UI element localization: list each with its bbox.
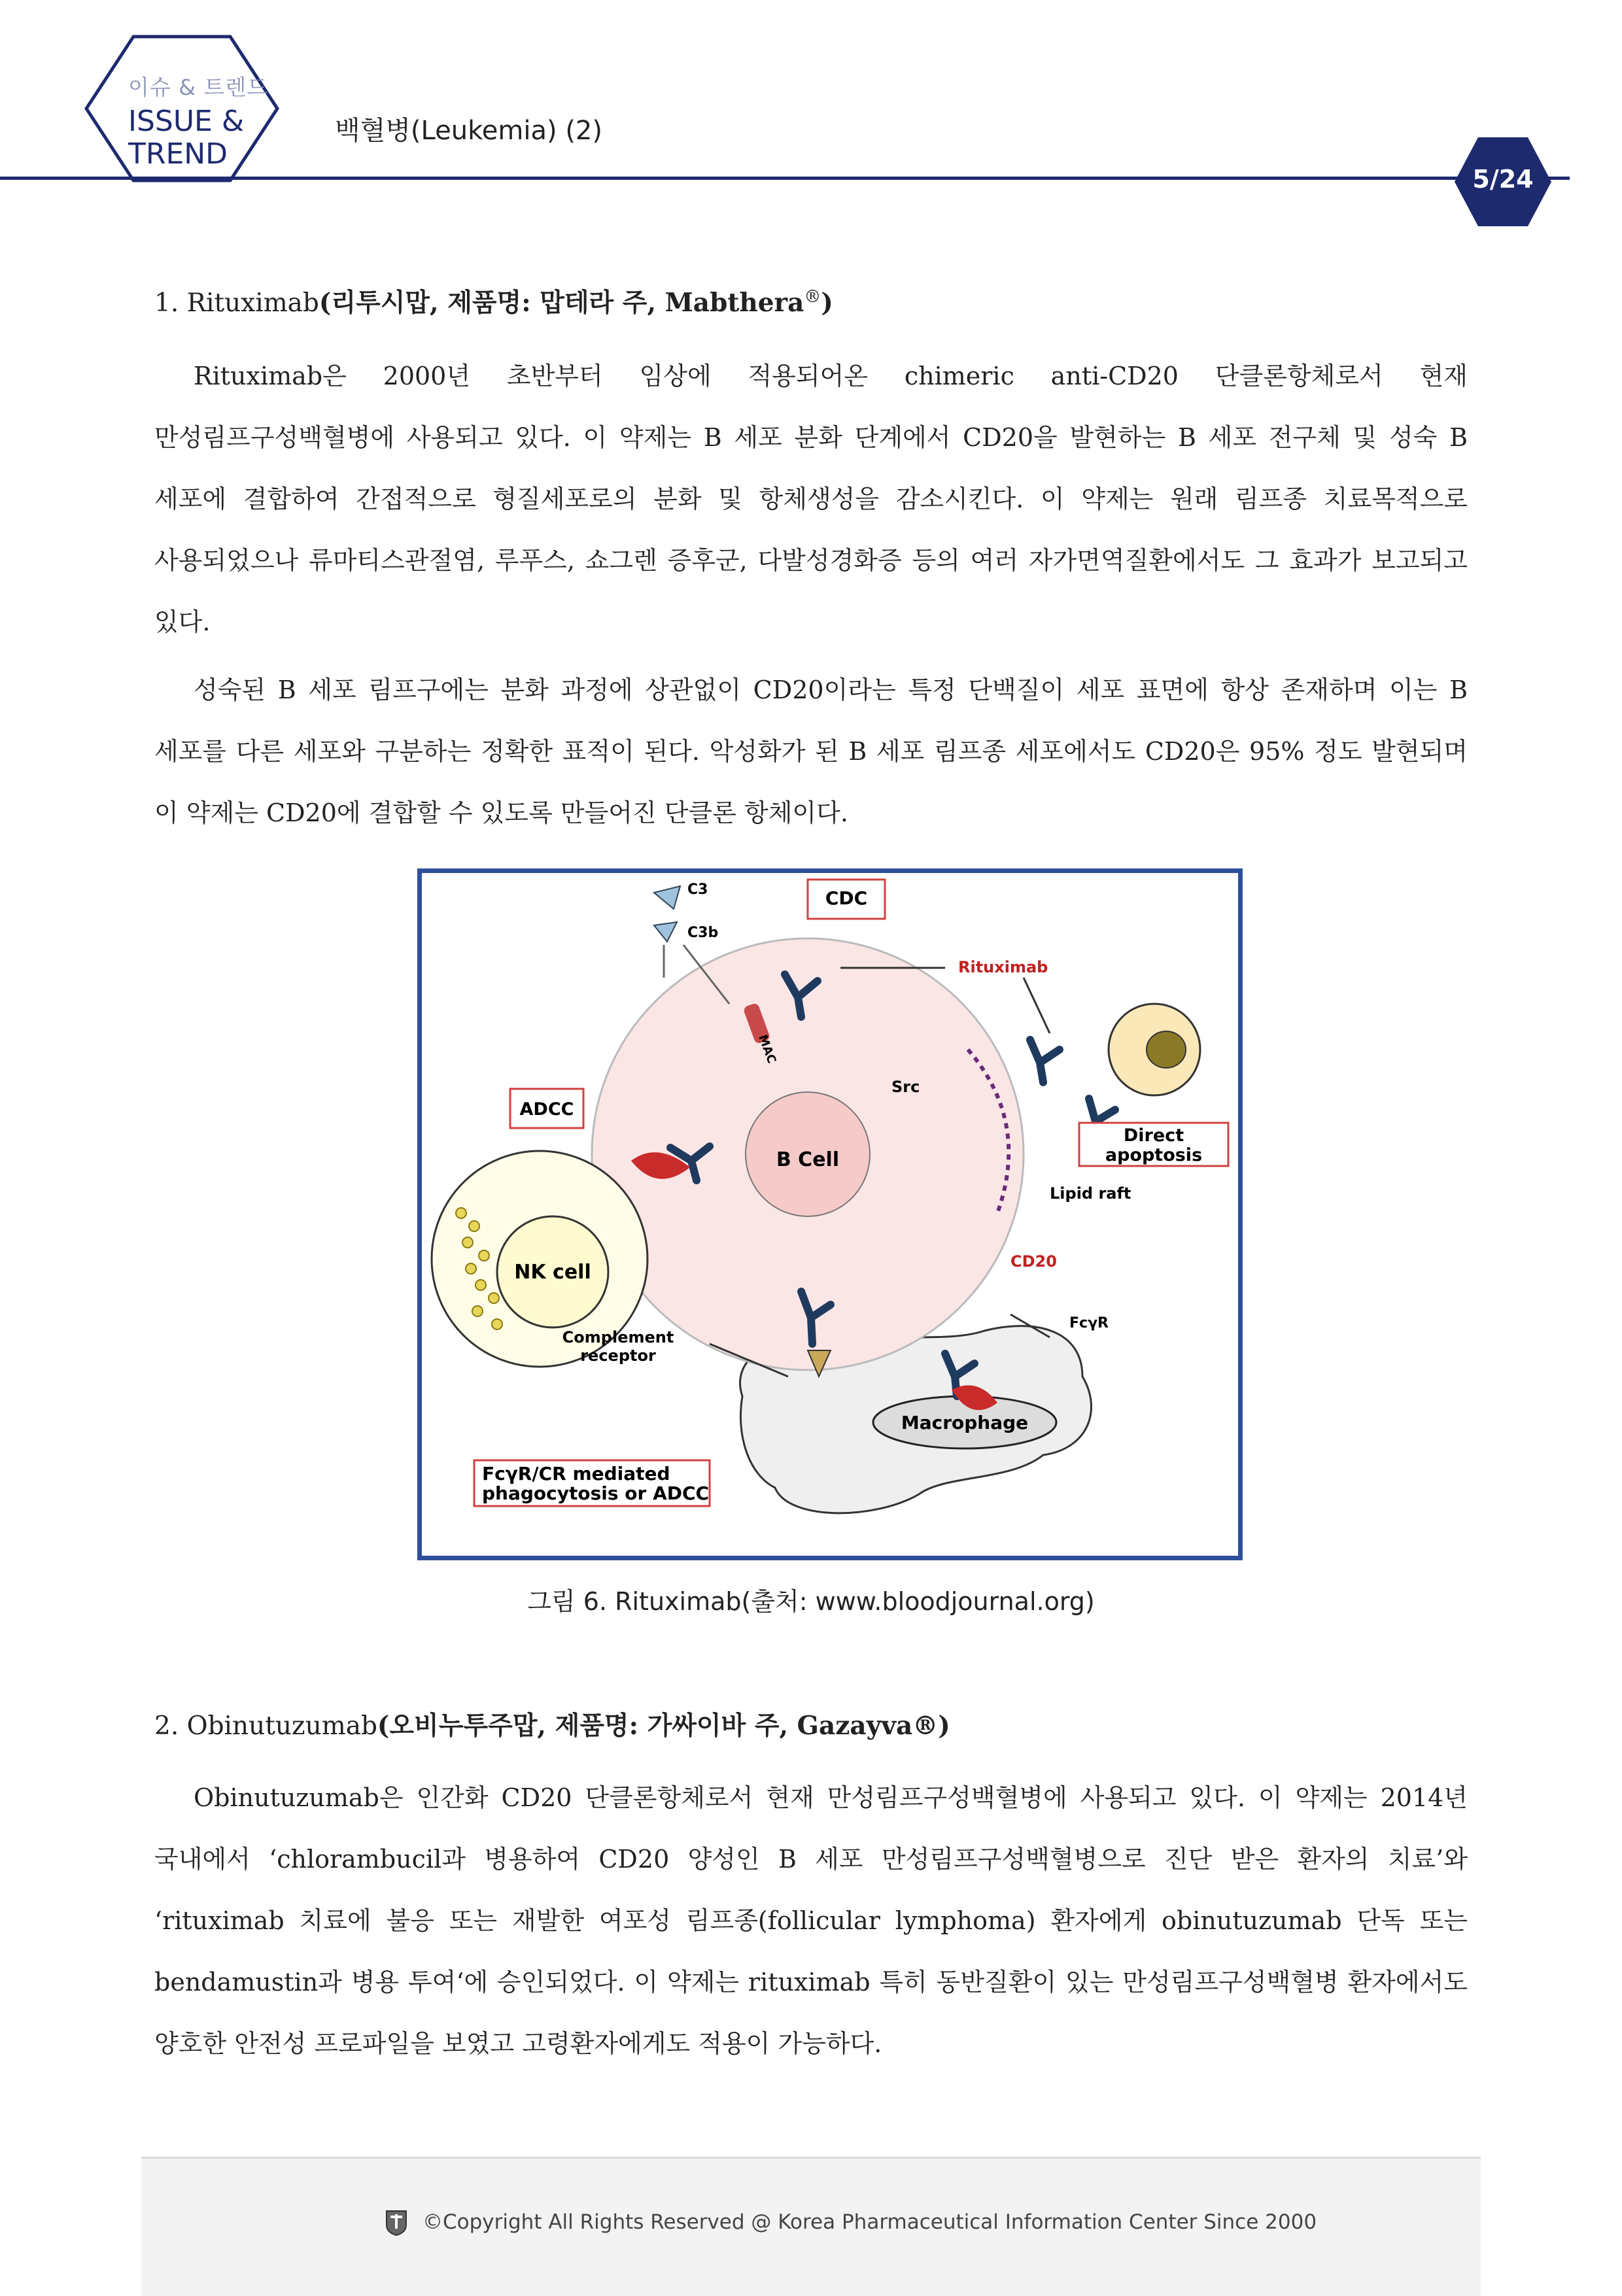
paragraph: Rituximab은 2000년 초반부터 임상에 적용되어온 chimeric anti-CD20 단클론항체로서 현재 만성림프구성백혈병에 사용되고 있다. 이 약제는 B 세포 분화 단계에서 CD20을 발현하는 B 세포 전구체 및 성숙 B 세포에 결합하여 간접적으로 형질세포로의 분화 및 항체생성을 감소시킨다. 이 약제는 원래 림프종 치료목적으로 사용되었으나 류마티스관절염, 루푸스, 쇼그렌 증후군, 다발성경화증 등의 여러 자가면역질환에서도 그 효과가 보고되고 있다. [154,362,1468,636]
fig-label-apoptosis: apoptosis [1105,1145,1203,1165]
kpic-emblem-icon [385,2209,408,2236]
fig-label-complement: Complement [562,1328,674,1346]
fig-label-lipid-raft: Lipid raft [1050,1184,1131,1203]
fig-label-receptor: receptor [580,1346,656,1365]
issue-trend-label [128,71,285,171]
fig-label-direct: Direct [1123,1125,1184,1146]
fig-label-bcell: B Cell [776,1148,840,1171]
rituximab-mechanism-figure [417,868,1243,1560]
badge-korean: 이슈 & 트렌드 [128,75,269,100]
paragraph: 성숙된 B 세포 림프구에는 분화 과정에 상관없이 CD20이라는 특정 단백질이 세포 표면에 항상 존재하며 이는 B 세포를 다른 세포와 구분하는 정확한 표적이 된다. 악성화가 된 B 세포 림프종 세포에서도 CD20은 95% 정도 발현되며 이 약제는 CD20에 결합할 수 있도록 만들어진 단클론 항체이다. [154,676,1468,827]
page-number: 5/24 [1472,165,1534,194]
fig-label-c3: C3 [687,882,708,898]
fig-label-fcr-cr: FcγR/CR mediated [482,1463,670,1484]
page-header-title: 백혈병(Leukemia) (2) [335,116,602,146]
section-heading-obinutuzumab: 2. Obinutuzumab(오비누투주맙, 제품명: 가싸이바 주, Gazayva®) [154,1711,950,1741]
fig-label-c3b: C3b [687,925,719,941]
paragraph: Obinutuzumab은 인간화 CD20 단클론항체로서 현재 만성림프구성백혈병에 사용되고 있다. 이 약제는 2014년 국내에서 ‘chlorambucil과 병용하여 CD20 양성인 B 세포 만성림프구성백혈병으로 진단 받은 환자의 치료’와 ‘rituximab 치료에 불응 또는 재발한 여포성 림프종(follicular lymphoma) 환자에게 obinutuzumab 단독 또는 bendamustin과 병용 투여‘에 승인되었다. 이 약제는 rituximab 특히 동반질환이 있는 만성림프구성백혈병 환자에서도 양호한 안전성 프로파일을 보였고 고령환자에게도 적용이 가능하다. [154,1783,1468,2058]
fig-label-cd20: CD20 [1010,1252,1057,1271]
fig-label-mac: MAC [755,1033,779,1066]
header-divider [0,177,1570,180]
badge-english: ISSUE & TREND [128,105,245,171]
fig-label-macrophage: Macrophage [901,1412,1029,1433]
section-heading-rituximab: 1. Rituximab(리투시맙, 제품명: 맙테라 주, Mabthera®) [154,287,833,318]
fig-label-rituximab: Rituximab [958,958,1048,976]
fig-label-phagocytosis: phagocytosis or ADCC [482,1482,710,1504]
figure-caption: 그림 6. Rituximab(출처: www.bloodjournal.org) [527,1587,1095,1616]
copyright-text: ©Copyright All Rights Reserved @ Korea Pharmaceutical Information Center Since 2000 [423,2210,1317,2234]
fig-label-src: Src [891,1078,920,1096]
fig-label-fcr: FcγR [1069,1315,1109,1331]
fig-label-cdc: CDC [825,887,868,909]
fig-label-nk-cell: NK cell [514,1261,591,1284]
fig-label-adcc: ADCC [519,1099,574,1120]
